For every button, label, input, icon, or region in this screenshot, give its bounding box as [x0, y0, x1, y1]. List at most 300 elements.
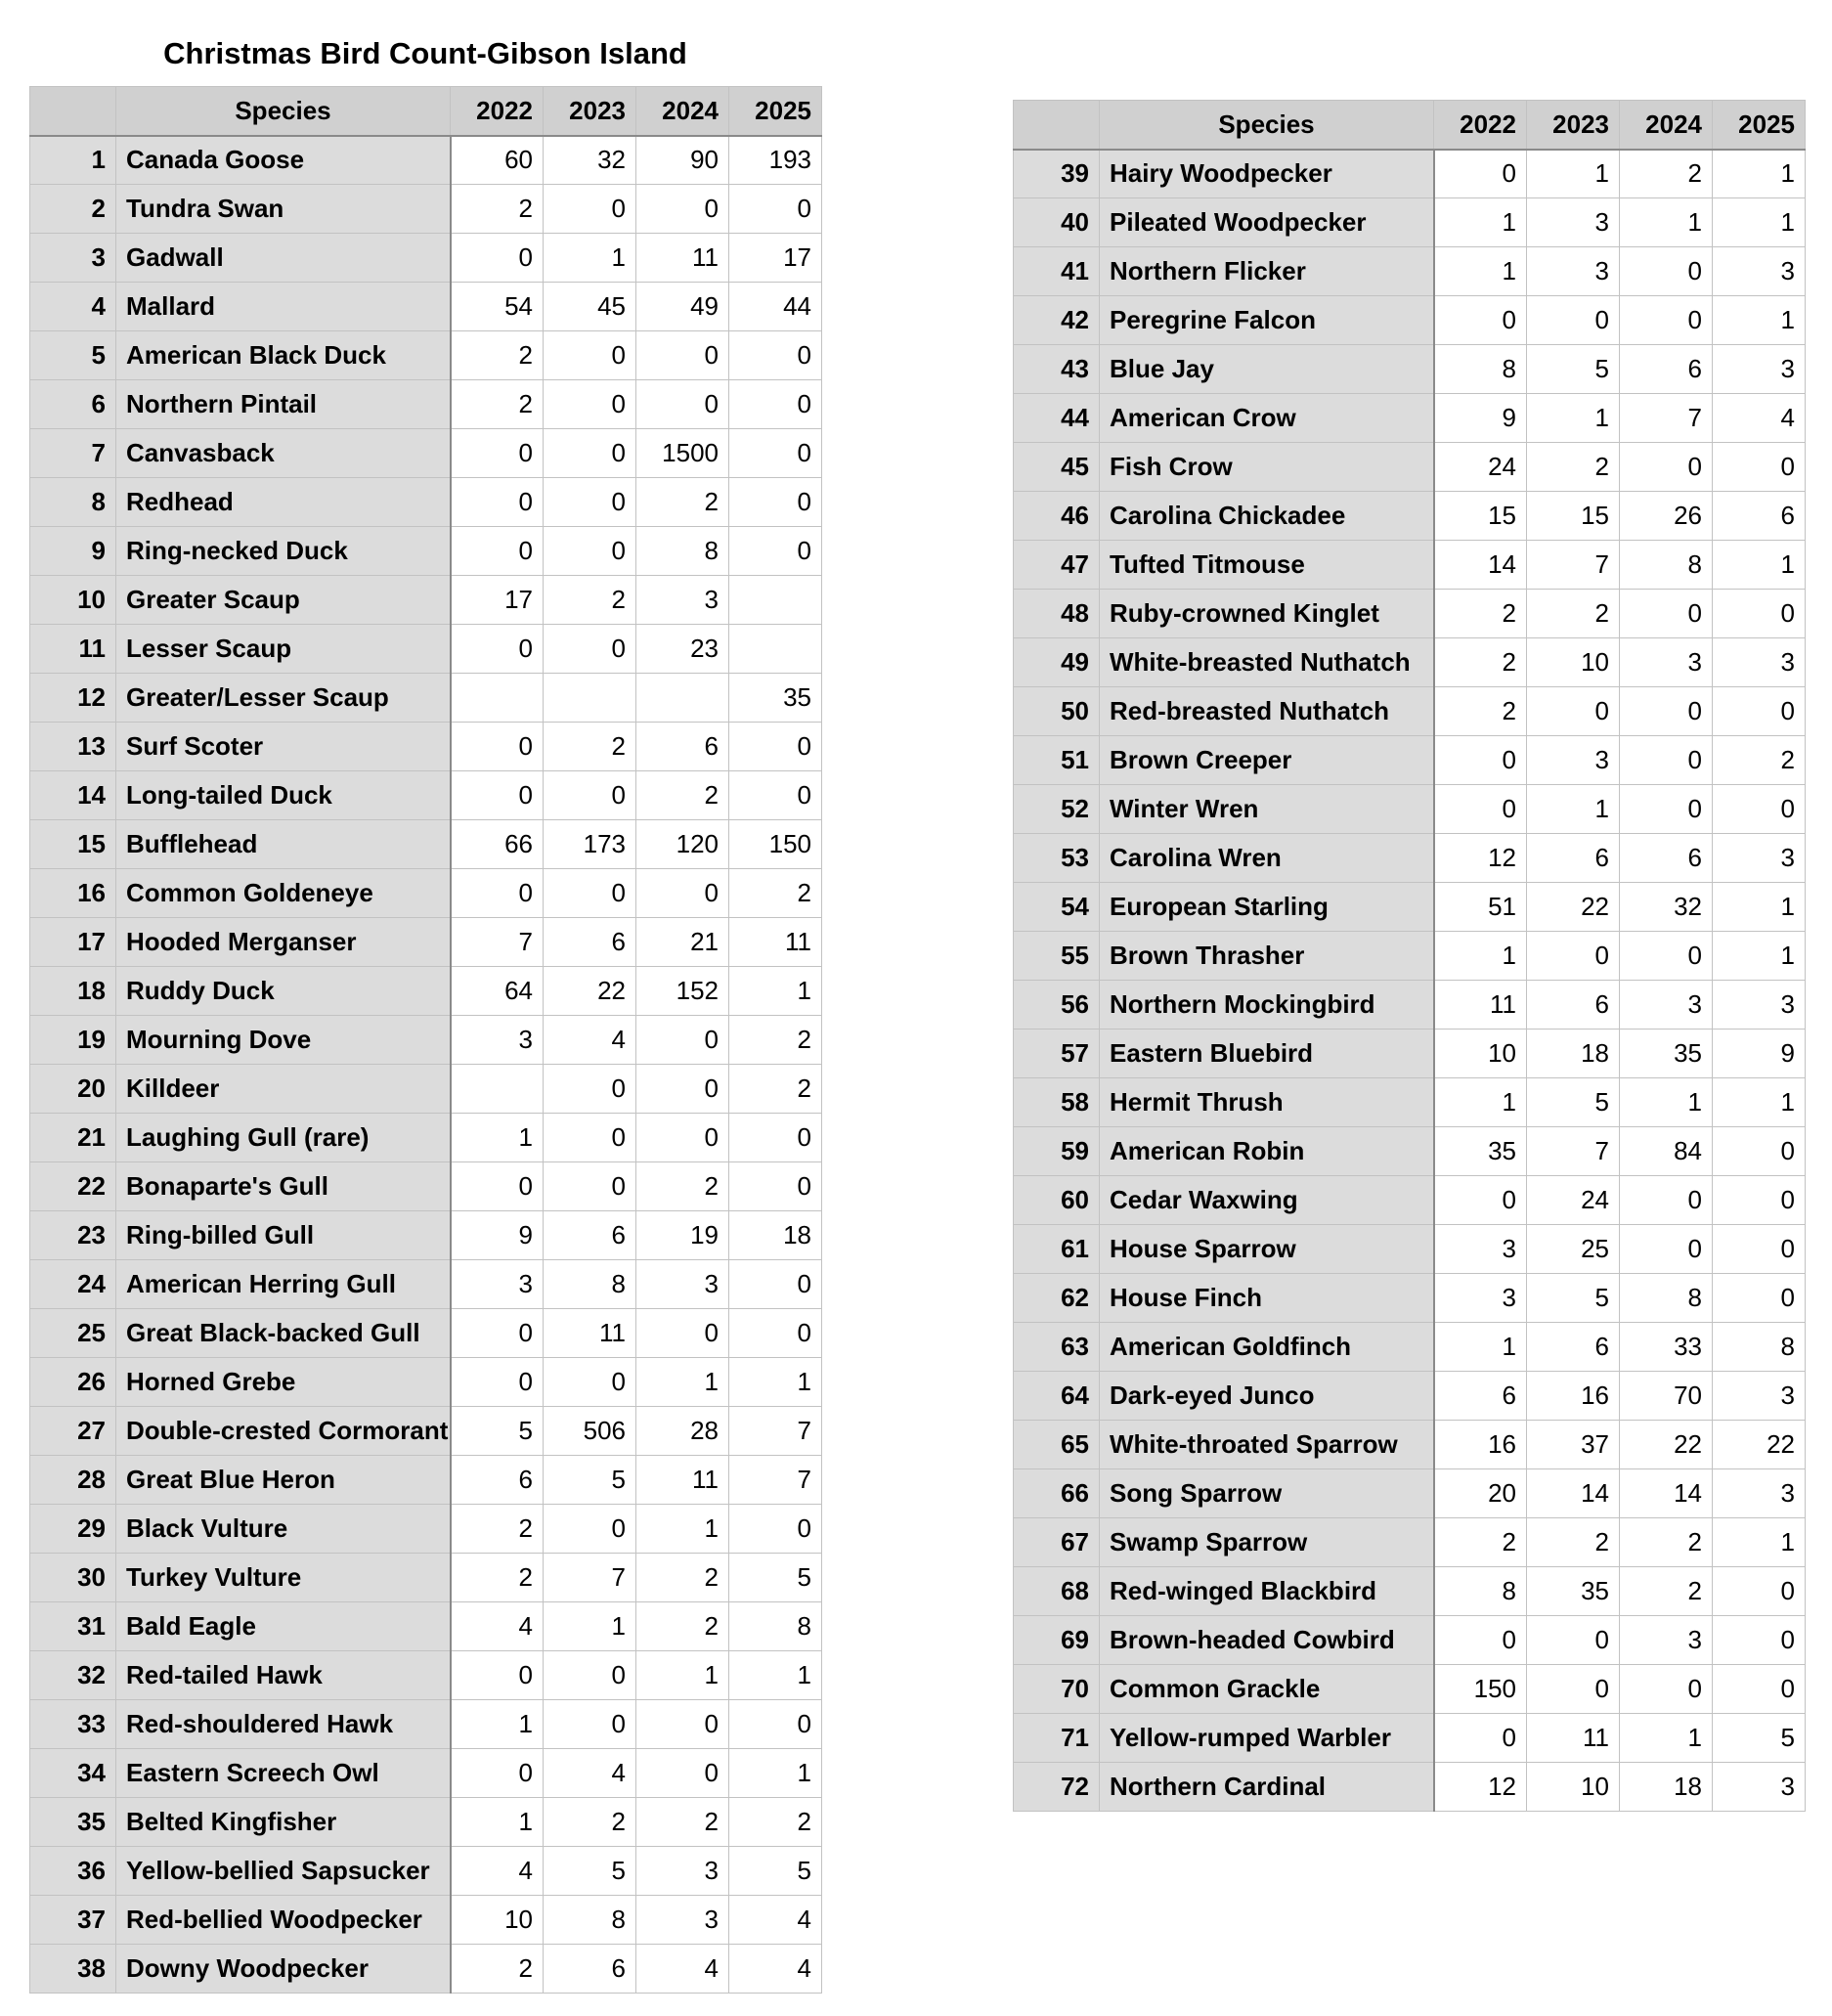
count-2025: 44 — [729, 283, 822, 331]
count-2024: 32 — [1620, 883, 1713, 932]
row-number: 31 — [30, 1602, 116, 1651]
count-2025: 0 — [729, 1700, 822, 1749]
species-name: Laughing Gull (rare) — [116, 1114, 451, 1162]
page-title: Christmas Bird Count-Gibson Island — [163, 36, 687, 70]
count-2023: 2 — [1527, 590, 1620, 638]
count-2024: 1 — [636, 1651, 729, 1700]
species-name: American Black Duck — [116, 331, 451, 380]
count-2024: 1 — [1620, 1714, 1713, 1763]
count-2024: 3 — [1620, 638, 1713, 687]
row-number: 34 — [30, 1749, 116, 1798]
row-number: 67 — [1014, 1518, 1100, 1567]
table-row — [1014, 1567, 1806, 1616]
table-row — [30, 625, 822, 674]
table-row — [30, 1896, 822, 1945]
count-2023: 6 — [1527, 1323, 1620, 1372]
table-row — [30, 1945, 822, 1994]
count-2025: 8 — [1713, 1323, 1806, 1372]
count-2024: 33 — [1620, 1323, 1713, 1372]
count-2022: 9 — [451, 1211, 544, 1260]
count-2025: 5 — [729, 1554, 822, 1602]
count-2025 — [729, 625, 822, 674]
table-row — [30, 1358, 822, 1407]
count-2023: 2 — [1527, 443, 1620, 492]
count-2022: 0 — [451, 771, 544, 820]
species-name: Red-tailed Hawk — [116, 1651, 451, 1700]
species-name: Gadwall — [116, 234, 451, 283]
species-name: Fish Crow — [1100, 443, 1434, 492]
row-number: 32 — [30, 1651, 116, 1700]
count-2022: 12 — [1434, 1763, 1527, 1812]
row-number: 58 — [1014, 1078, 1100, 1127]
count-2023: 0 — [544, 1358, 636, 1407]
count-2025: 1 — [1713, 1518, 1806, 1567]
count-2025: 4 — [729, 1945, 822, 1994]
row-number: 20 — [30, 1065, 116, 1114]
table-row — [30, 478, 822, 527]
species-name: Mourning Dove — [116, 1016, 451, 1065]
count-2022: 4 — [451, 1847, 544, 1896]
count-2023: 22 — [1527, 883, 1620, 932]
row-number: 45 — [1014, 443, 1100, 492]
count-2023: 14 — [1527, 1469, 1620, 1518]
species-name: Yellow-rumped Warbler — [1100, 1714, 1434, 1763]
species-name: Double-crested Cormorant — [116, 1407, 451, 1456]
species-name: Horned Grebe — [116, 1358, 451, 1407]
count-2023: 35 — [1527, 1567, 1620, 1616]
count-2024: 0 — [636, 1114, 729, 1162]
table-row — [30, 1211, 822, 1260]
count-2023: 24 — [1527, 1176, 1620, 1225]
count-2022: 20 — [1434, 1469, 1527, 1518]
count-2025: 5 — [729, 1847, 822, 1896]
count-2024: 0 — [1620, 1225, 1713, 1274]
count-2025: 4 — [1713, 394, 1806, 443]
count-2025: 0 — [729, 331, 822, 380]
row-number: 7 — [30, 429, 116, 478]
table-row — [1014, 883, 1806, 932]
species-name: Yellow-bellied Sapsucker — [116, 1847, 451, 1896]
count-2023: 5 — [544, 1847, 636, 1896]
table-row — [1014, 296, 1806, 345]
count-2024: 23 — [636, 625, 729, 674]
row-number: 46 — [1014, 492, 1100, 541]
count-2025: 7 — [729, 1456, 822, 1505]
species-name: Red-winged Blackbird — [1100, 1567, 1434, 1616]
count-2022: 0 — [451, 723, 544, 771]
species-name: Pileated Woodpecker — [1100, 198, 1434, 247]
count-2022: 1 — [451, 1114, 544, 1162]
count-2023: 45 — [544, 283, 636, 331]
count-2022: 1 — [451, 1700, 544, 1749]
row-number: 19 — [30, 1016, 116, 1065]
count-2024: 0 — [1620, 736, 1713, 785]
count-2024: 7 — [1620, 394, 1713, 443]
row-number: 71 — [1014, 1714, 1100, 1763]
count-2023: 0 — [544, 478, 636, 527]
table-row — [1014, 1323, 1806, 1372]
table-row — [30, 1016, 822, 1065]
row-number: 72 — [1014, 1763, 1100, 1812]
row-number: 63 — [1014, 1323, 1100, 1372]
count-2023: 10 — [1527, 638, 1620, 687]
species-name: Mallard — [116, 283, 451, 331]
row-number: 40 — [1014, 198, 1100, 247]
table-row — [1014, 1714, 1806, 1763]
species-name: Red-bellied Woodpecker — [116, 1896, 451, 1945]
count-2024: 6 — [636, 723, 729, 771]
species-name: American Crow — [1100, 394, 1434, 443]
row-number: 11 — [30, 625, 116, 674]
species-name: Canvasback — [116, 429, 451, 478]
row-number: 37 — [30, 1896, 116, 1945]
count-2025: 2 — [729, 1798, 822, 1847]
count-2025: 3 — [1713, 1372, 1806, 1421]
count-2022: 0 — [1434, 150, 1527, 198]
count-2023 — [544, 674, 636, 723]
row-number: 68 — [1014, 1567, 1100, 1616]
count-2023: 37 — [1527, 1421, 1620, 1469]
table-row — [1014, 1665, 1806, 1714]
row-number: 17 — [30, 918, 116, 967]
table-row — [1014, 932, 1806, 981]
row-number: 35 — [30, 1798, 116, 1847]
count-2024: 2 — [636, 478, 729, 527]
count-2024: 152 — [636, 967, 729, 1016]
row-number: 64 — [1014, 1372, 1100, 1421]
species-name: Swamp Sparrow — [1100, 1518, 1434, 1567]
count-2022: 16 — [1434, 1421, 1527, 1469]
bird-count-table-right — [1013, 100, 1806, 1812]
count-2023: 11 — [1527, 1714, 1620, 1763]
count-2025: 3 — [1713, 1763, 1806, 1812]
year-column-header: 2025 — [729, 87, 822, 136]
row-number: 2 — [30, 185, 116, 234]
count-2022: 0 — [451, 869, 544, 918]
table-row — [1014, 785, 1806, 834]
table-row — [30, 576, 822, 625]
count-2024: 0 — [636, 380, 729, 429]
count-2022: 0 — [1434, 1616, 1527, 1665]
count-2023: 1 — [544, 234, 636, 283]
count-2024: 3 — [636, 576, 729, 625]
count-2024: 0 — [636, 1749, 729, 1798]
count-2022: 2 — [1434, 638, 1527, 687]
count-2024: 0 — [1620, 1665, 1713, 1714]
row-number: 56 — [1014, 981, 1100, 1030]
table-row — [30, 820, 822, 869]
number-column-header — [30, 87, 116, 136]
table-row — [30, 1260, 822, 1309]
count-2024: 3 — [636, 1896, 729, 1945]
table-row — [30, 1749, 822, 1798]
count-2024: 6 — [1620, 345, 1713, 394]
count-2022: 6 — [1434, 1372, 1527, 1421]
count-2023: 7 — [544, 1554, 636, 1602]
count-2022: 0 — [451, 429, 544, 478]
count-2024: 3 — [636, 1260, 729, 1309]
count-2022: 0 — [451, 1358, 544, 1407]
row-number: 50 — [1014, 687, 1100, 736]
table-row — [1014, 1763, 1806, 1812]
table-row — [30, 429, 822, 478]
row-number: 39 — [1014, 150, 1100, 198]
count-2023: 3 — [1527, 736, 1620, 785]
count-2023: 173 — [544, 820, 636, 869]
species-name: Brown Creeper — [1100, 736, 1434, 785]
count-2024: 8 — [1620, 541, 1713, 590]
table-row — [1014, 1274, 1806, 1323]
count-2024: 2 — [636, 771, 729, 820]
count-2024: 1 — [636, 1505, 729, 1554]
table-row — [30, 331, 822, 380]
row-number: 59 — [1014, 1127, 1100, 1176]
count-2022 — [451, 1065, 544, 1114]
count-2022: 7 — [451, 918, 544, 967]
count-2024: 0 — [1620, 785, 1713, 834]
count-2024: 1 — [1620, 198, 1713, 247]
species-name: Carolina Wren — [1100, 834, 1434, 883]
table-row — [1014, 1518, 1806, 1567]
count-2025: 1 — [1713, 150, 1806, 198]
table-row — [30, 771, 822, 820]
table-row — [1014, 638, 1806, 687]
count-2023: 16 — [1527, 1372, 1620, 1421]
count-2025: 1 — [729, 1358, 822, 1407]
count-2023: 0 — [544, 1651, 636, 1700]
count-2024: 0 — [1620, 590, 1713, 638]
count-2023: 0 — [1527, 1665, 1620, 1714]
species-name: House Sparrow — [1100, 1225, 1434, 1274]
count-2023: 0 — [544, 331, 636, 380]
table-row — [1014, 541, 1806, 590]
count-2024: 0 — [636, 1700, 729, 1749]
count-2023: 22 — [544, 967, 636, 1016]
count-2022: 8 — [1434, 345, 1527, 394]
count-2023: 8 — [544, 1260, 636, 1309]
header-row — [30, 87, 822, 136]
row-number: 29 — [30, 1505, 116, 1554]
table-row — [30, 1114, 822, 1162]
row-number: 25 — [30, 1309, 116, 1358]
count-2025: 0 — [1713, 1567, 1806, 1616]
count-2022: 4 — [451, 1602, 544, 1651]
year-column-header: 2024 — [636, 87, 729, 136]
count-2023: 6 — [544, 1945, 636, 1994]
count-2024: 18 — [1620, 1763, 1713, 1812]
count-2025: 1 — [1713, 883, 1806, 932]
count-2025: 193 — [729, 136, 822, 185]
count-2023: 0 — [544, 1700, 636, 1749]
table-row — [1014, 1078, 1806, 1127]
table-row — [30, 1407, 822, 1456]
species-name: American Robin — [1100, 1127, 1434, 1176]
count-2024: 2 — [636, 1602, 729, 1651]
species-name: Common Goldeneye — [116, 869, 451, 918]
count-2024: 0 — [636, 1065, 729, 1114]
row-number: 1 — [30, 136, 116, 185]
count-2025: 2 — [729, 1016, 822, 1065]
count-2024: 3 — [1620, 1616, 1713, 1665]
count-2022: 5 — [451, 1407, 544, 1456]
count-2024: 0 — [636, 1309, 729, 1358]
count-2022 — [451, 674, 544, 723]
count-2025: 5 — [1713, 1714, 1806, 1763]
count-2022: 2 — [451, 185, 544, 234]
count-2022: 0 — [451, 625, 544, 674]
species-name: Tundra Swan — [116, 185, 451, 234]
count-2023: 11 — [544, 1309, 636, 1358]
count-2022: 17 — [451, 576, 544, 625]
table-row — [1014, 150, 1806, 198]
species-name: Long-tailed Duck — [116, 771, 451, 820]
species-name: Canada Goose — [116, 136, 451, 185]
count-2025: 1 — [729, 1651, 822, 1700]
table-body — [30, 136, 822, 1994]
table-row — [30, 1798, 822, 1847]
species-name: White-throated Sparrow — [1100, 1421, 1434, 1469]
count-2024: 0 — [636, 869, 729, 918]
table-row — [30, 869, 822, 918]
table-row — [30, 967, 822, 1016]
count-2023: 0 — [544, 1505, 636, 1554]
count-2025: 3 — [1713, 345, 1806, 394]
count-2022: 3 — [451, 1016, 544, 1065]
count-2023: 3 — [1527, 247, 1620, 296]
count-2025: 1 — [1713, 1078, 1806, 1127]
count-2023: 10 — [1527, 1763, 1620, 1812]
species-name: Red-shouldered Hawk — [116, 1700, 451, 1749]
row-number: 23 — [30, 1211, 116, 1260]
year-column-header: 2023 — [1527, 101, 1620, 150]
count-2025: 1 — [1713, 541, 1806, 590]
count-2022: 1 — [451, 1798, 544, 1847]
species-name: American Goldfinch — [1100, 1323, 1434, 1372]
count-2022: 0 — [451, 1651, 544, 1700]
count-2023: 0 — [544, 1162, 636, 1211]
count-2024: 2 — [1620, 150, 1713, 198]
species-column-header: Species — [1100, 101, 1434, 150]
count-2022: 3 — [1434, 1274, 1527, 1323]
count-2022: 1 — [1434, 1323, 1527, 1372]
count-2024: 8 — [636, 527, 729, 576]
count-2025: 0 — [1713, 590, 1806, 638]
table-row — [30, 918, 822, 967]
count-2024: 11 — [636, 234, 729, 283]
count-2024: 1500 — [636, 429, 729, 478]
row-number: 44 — [1014, 394, 1100, 443]
table-row — [30, 1700, 822, 1749]
table-row — [30, 1847, 822, 1896]
count-2023: 1 — [1527, 394, 1620, 443]
count-2025: 0 — [1713, 1127, 1806, 1176]
count-2025: 3 — [1713, 834, 1806, 883]
count-2024: 2 — [636, 1162, 729, 1211]
count-2024: 14 — [1620, 1469, 1713, 1518]
species-name: Bufflehead — [116, 820, 451, 869]
count-2023: 0 — [544, 1065, 636, 1114]
count-2025: 3 — [1713, 981, 1806, 1030]
row-number: 49 — [1014, 638, 1100, 687]
species-name: Downy Woodpecker — [116, 1945, 451, 1994]
table-row — [30, 674, 822, 723]
row-number: 28 — [30, 1456, 116, 1505]
count-2025 — [729, 576, 822, 625]
count-2025: 0 — [729, 1162, 822, 1211]
row-number: 14 — [30, 771, 116, 820]
count-2025: 0 — [729, 1505, 822, 1554]
count-2022: 1 — [1434, 932, 1527, 981]
count-2025: 0 — [729, 527, 822, 576]
count-2025: 0 — [729, 1309, 822, 1358]
row-number: 27 — [30, 1407, 116, 1456]
count-2024: 2 — [636, 1554, 729, 1602]
count-2025: 22 — [1713, 1421, 1806, 1469]
row-number: 18 — [30, 967, 116, 1016]
count-2025: 0 — [729, 380, 822, 429]
species-column-header: Species — [116, 87, 451, 136]
count-2025: 0 — [729, 478, 822, 527]
count-2023: 0 — [1527, 1616, 1620, 1665]
row-number: 61 — [1014, 1225, 1100, 1274]
table-row — [30, 1651, 822, 1700]
count-2023: 0 — [544, 771, 636, 820]
species-name: White-breasted Nuthatch — [1100, 638, 1434, 687]
species-name: Cedar Waxwing — [1100, 1176, 1434, 1225]
count-2025: 2 — [729, 869, 822, 918]
count-2025: 2 — [1713, 736, 1806, 785]
table-row — [1014, 198, 1806, 247]
species-name: American Herring Gull — [116, 1260, 451, 1309]
species-name: Killdeer — [116, 1065, 451, 1114]
species-name: Greater/Lesser Scaup — [116, 674, 451, 723]
count-2024: 2 — [1620, 1567, 1713, 1616]
count-2023: 0 — [544, 1114, 636, 1162]
count-2023: 15 — [1527, 492, 1620, 541]
count-2024: 6 — [1620, 834, 1713, 883]
species-name: Surf Scoter — [116, 723, 451, 771]
count-2023: 6 — [1527, 981, 1620, 1030]
count-2025: 3 — [1713, 1469, 1806, 1518]
species-name: Peregrine Falcon — [1100, 296, 1434, 345]
year-column-header: 2023 — [544, 87, 636, 136]
count-2022: 2 — [1434, 1518, 1527, 1567]
row-number: 15 — [30, 820, 116, 869]
table-row — [1014, 834, 1806, 883]
count-2022: 2 — [451, 331, 544, 380]
count-2022: 0 — [451, 1749, 544, 1798]
species-name: Ruddy Duck — [116, 967, 451, 1016]
count-2023: 6 — [1527, 834, 1620, 883]
count-2025: 18 — [729, 1211, 822, 1260]
row-number: 48 — [1014, 590, 1100, 638]
count-2025: 0 — [729, 1114, 822, 1162]
species-name: Hermit Thrush — [1100, 1078, 1434, 1127]
species-name: Northern Cardinal — [1100, 1763, 1434, 1812]
species-name: Belted Kingfisher — [116, 1798, 451, 1847]
table-row — [30, 723, 822, 771]
count-2025: 0 — [729, 185, 822, 234]
count-2023: 18 — [1527, 1030, 1620, 1078]
count-2023: 5 — [1527, 345, 1620, 394]
count-2025: 1 — [1713, 198, 1806, 247]
table-row — [1014, 736, 1806, 785]
count-2023: 0 — [1527, 296, 1620, 345]
species-name: Northern Pintail — [116, 380, 451, 429]
row-number: 65 — [1014, 1421, 1100, 1469]
count-2023: 1 — [544, 1602, 636, 1651]
row-number: 21 — [30, 1114, 116, 1162]
